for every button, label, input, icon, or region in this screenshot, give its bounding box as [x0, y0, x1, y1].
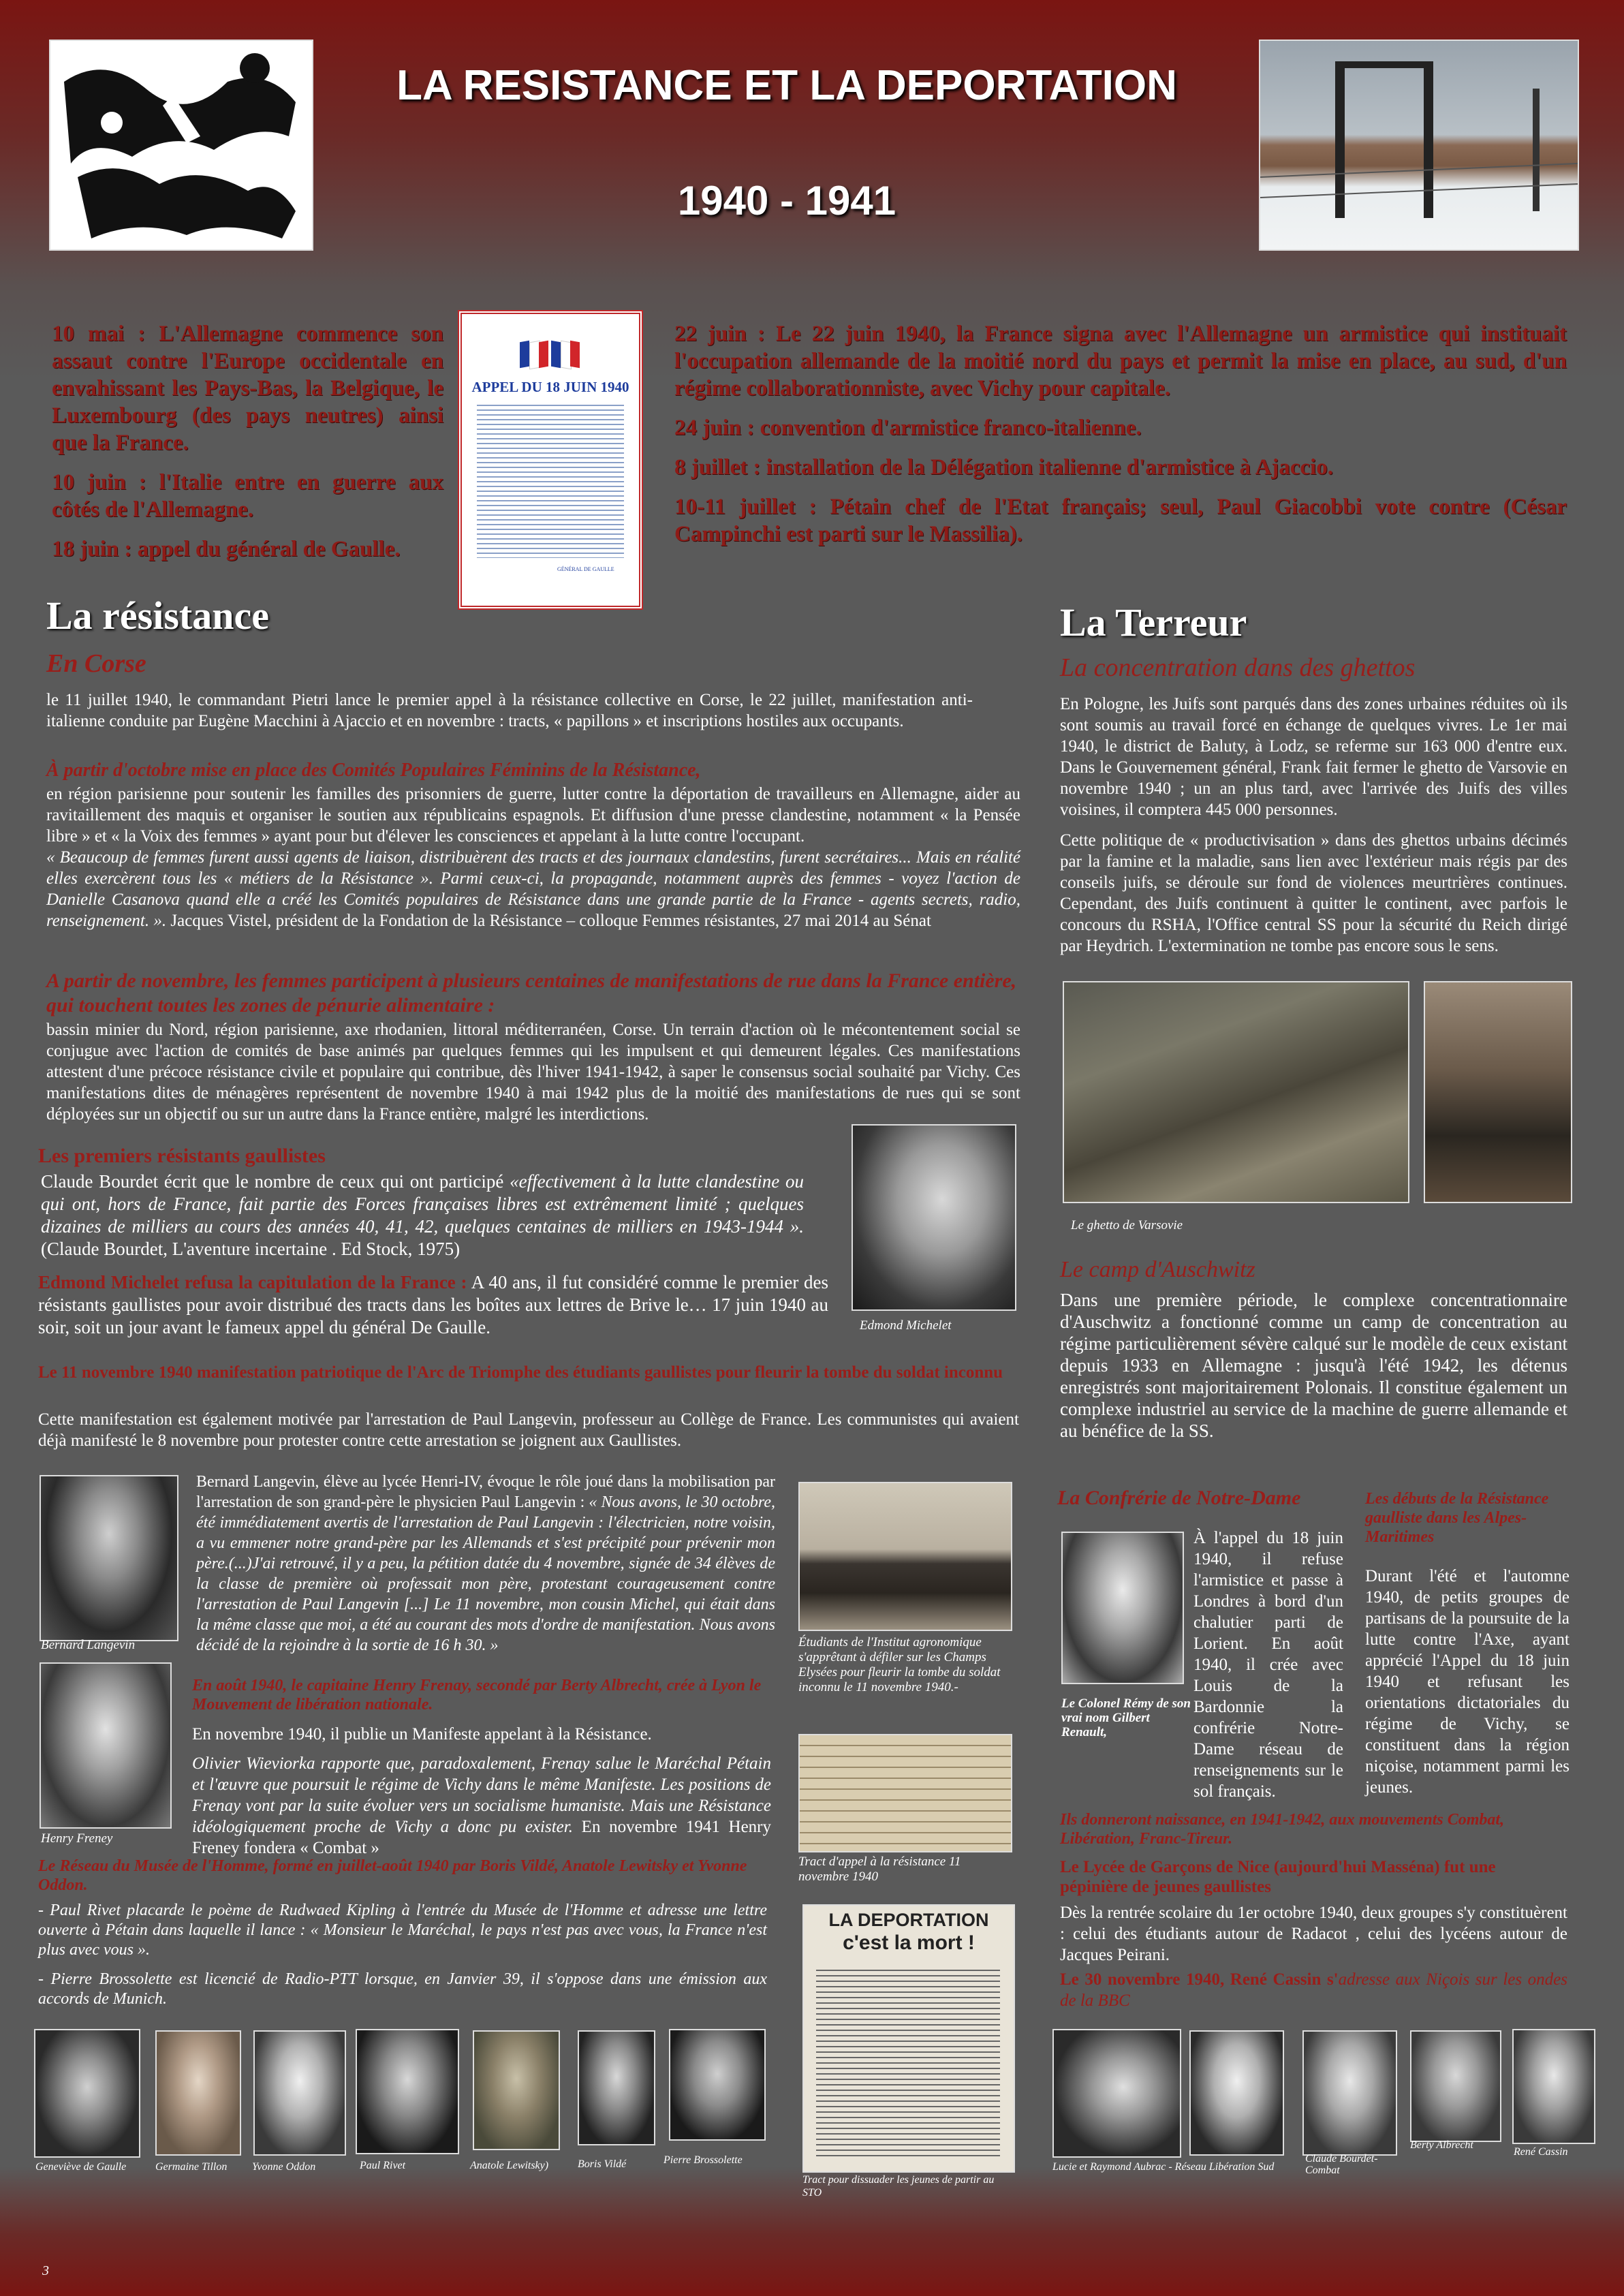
portrait-caption: Berty Albrecht [1410, 2139, 1473, 2151]
deportation-caption: Tract pour dissuader les jeunes de partir au STO [802, 2174, 995, 2199]
flags-icon [520, 341, 581, 369]
portrait-lucie-aubrac [1052, 2029, 1181, 2158]
ghettos-paragraph: En Pologne, les Juifs sont parqués dans des zones urbaines réduites où ils sont soumis au travail forcé en échange de quelques vivres. Le 1er mai 1940, le district de Baluty, à Lodz, se referme sur 163 000 d'entre eux. Dans le Gouvernement général, Frank fait fermer le ghetto de Varsovie en novembre 1940 ; un an plus tard, avec l'arrivée des Juifs des villes voisines, il comptera 445 000 personnes. [1060, 695, 1567, 819]
portrait-raymond-aubrac [1189, 2030, 1284, 2156]
portrait-anatole-lewitsky [473, 2030, 560, 2150]
portrait-pierre-brossolette [669, 2029, 766, 2141]
octobre-block [46, 784, 1020, 931]
timeline-item: 10 juin : l'Italie entre en guerre aux côtés de l'Allemagne. [52, 470, 443, 522]
gaullistes-text: Claude Bourdet écrit que le nombre de ceux qui ont participé [41, 1171, 504, 1192]
portrait-caption: Pierre Brossolette [663, 2154, 743, 2166]
bernard-langevin-photo [40, 1475, 178, 1641]
tract-caption: Tract d'appel à la résistance 11 novembre 1940 [798, 1855, 961, 1884]
frenay-quote: Olivier Wieviorka rapporte que, paradoxalement, Frenay salue le Maréchal Pétain et l'œuvre que poursuit le régime de Vichy dans le même Manifeste. Les positions de Frenay vont par la suite évoluer vers un socialisme humaniste. Mais une Résistance idéologiquement proche de Vichy a donc pu exister. [192, 1754, 771, 1836]
timeline-left [52, 320, 443, 575]
octobre-source: Jacques Vistel, président de la Fondation de la Résistance – colloque Femmes résistantes, 27 mai 2014 au Sénat [170, 912, 931, 930]
auschwitz-text: Dans une première période, le complexe concentrationnaire d'Auschwitz a fonctionné comme un camp de concentration au régime particulièrement sévère calqué sur le modèle de ceux existant depuis 1933 en Allemagne : jusqu'à l'été 1942, les détenus enregistrés sont majoritairement Polonais. Il constitue également un complexe industriel au service de la machine de guerre allemande et au bénéfice de la SS. [1060, 1290, 1567, 1441]
portrait-caption: Paul Rivet [360, 2160, 406, 2171]
portrait-caption: Germaine Tillon [155, 2161, 228, 2173]
cassin-bold: Le 30 novembre 1940, René Cassin s' [1060, 1970, 1339, 1989]
langevin-block [196, 1472, 775, 1656]
portrait-caption: Geneviève de Gaulle [35, 2161, 127, 2173]
etudiants-photo [798, 1482, 1012, 1631]
timeline-right [674, 320, 1567, 560]
musee-block [38, 1901, 767, 2019]
corse-text: le 11 juillet 1940, le commandant Pietri lance le premier appel à la résistance collective en Corse, le 22 juillet, manifestation anti-italienne conduite par Eugène Macchini à Ajaccio et en novembre : tracts, « papillons » et inscriptions hostiles aux occupants. [46, 691, 973, 730]
deportation-subtitle: c'est la mort ! [843, 1932, 975, 1954]
ghetto-varsovie-photo [1063, 981, 1409, 1203]
gaullistes-block [41, 1170, 804, 1260]
etudiants-caption: Étudiants de l'Institut agronomique s'apprêtant à défiler sur les Champs Elysées pour fleurir la tombe du soldat inconnu le 11 novembre 1940.- [798, 1635, 1001, 1694]
cassin-block [1060, 1969, 1567, 2011]
corse-heading: En Corse [46, 649, 146, 678]
timeline-item: 22 juin : Le 22 juin 1940, la France signa avec l'Allemagne un armistice qui instituait l'occupation allemande de la moitié nord du pays et permit la mise en place, au sud, d'un régime collaborationniste, avec Vichy pour capitale. [674, 322, 1567, 401]
poster-signature: GÉNÉRAL DE GAULLE [557, 566, 614, 572]
lycee-heading: Le Lycée de Garçons de Nice (aujourd'hui Masséna) fut une pépinière de jeunes gaullistes [1060, 1858, 1496, 1896]
musee-paragraph: - Paul Rivet placarde le poème de Rudwaed Kipling à l'entrée du Musée de l'Homme et adresse une lettre ouverte à Pétain dans laquelle il lance : « Monsieur le Maréchal, le pays n'est pas avec vous, la France n'est plus avec vous ». [38, 1902, 767, 1959]
ghettos-heading: La concentration dans des ghettos [1060, 653, 1416, 682]
frenay-block [192, 1676, 771, 1859]
frenay-heading: En août 1940, le capitaine Henry Frenay, secondé par Berty Albrecht, crée à Lyon le Mouvement de libération nationale. [192, 1677, 762, 1713]
poster-title: APPEL DU 18 JUIN 1940 [471, 379, 629, 395]
portrait-caption: Anatole Lewitsky) [470, 2160, 549, 2171]
portrait-paul-rivet [356, 2029, 459, 2154]
confrerie-text: À l'appel du 18 juin 1940, il refuse l'armistice et passe à Londres à bord d'un chalutier parti de Lorient. En août 1940, il crée avec Louis de la Bardonnie la confrérie Notre-Dame réseau de renseignements sur le sol français. [1193, 1529, 1343, 1801]
ghettos-block [1060, 694, 1567, 966]
portrait-genevieve-de-gaulle [34, 2029, 140, 2158]
alpes-heading: Les débuts de la Résistance gaulliste dans les Alpes-Maritimes [1365, 1490, 1549, 1546]
cassin-rest: adresse aux Niçois sur les ondes de la BBC [1060, 1970, 1567, 2010]
appel-18-juin-poster [458, 310, 643, 610]
langevin-caption: Bernard Langevin [41, 1638, 136, 1652]
frenay-text: En novembre 1940, il publie un Manifeste appelant à la Résistance. [192, 1725, 652, 1743]
edmond-michelet-photo [852, 1124, 1016, 1311]
deportation-body-lines [816, 1966, 1000, 2156]
confrerie-heading: La Confrérie de Notre-Dame [1057, 1487, 1301, 1509]
timeline-item: 18 juin : appel du général de Gaulle. [52, 537, 401, 561]
portrait-boris-vilde [578, 2030, 655, 2145]
henry-frenay-photo [40, 1662, 172, 1829]
gaullistes-source: (Claude Bourdet, L'aventure incertaine . Ed Stock, 1975) [41, 1239, 460, 1259]
ghetto-people-photo [1424, 981, 1572, 1203]
portrait-yvonne-oddon [253, 2030, 346, 2156]
langevin-intro: Bernard Langevin, élève au lycée Henri-IV, évoque le rôle joué dans la mobilisation par l'arrestation de son grand-père le physicien Paul Langevin : [196, 1473, 775, 1511]
remy-caption: Le Colonel Rémy de son vrai nom Gilbert Renault, [1061, 1696, 1191, 1739]
auschwitz-heading: Le camp d'Auschwitz [1060, 1257, 1255, 1282]
colonel-remy-photo [1061, 1532, 1184, 1684]
michelet-heading: Edmond Michelet refusa la capitulation de la France : [38, 1272, 467, 1292]
arc-text: Cette manifestation est également motivée par l'arrestation de Paul Langevin, professeur au Collège de France. Les communistes qui avaient déjà manifesté le 8 novembre pour protester contre cette arrestation se joignent aux Gaullistes. [38, 1410, 1019, 1450]
gaullistes-heading: Les premiers résistants gaullistes [38, 1145, 326, 1167]
octobre-heading: À partir d'octobre mise en place des Comités Populaires Féminins de la Résistance, [46, 760, 701, 781]
tract-photo [798, 1734, 1012, 1852]
ghetto-caption: Le ghetto de Varsovie [1071, 1218, 1183, 1232]
timeline-item: 8 juillet : installation de la Délégation italienne d'armistice à Ajaccio. [674, 455, 1333, 480]
frenay-end: En novembre 1941 Henry Freney fondera « Combat » [192, 1818, 772, 1857]
michelet-caption: Edmond Michelet [860, 1318, 952, 1333]
novembre-text: bassin minier du Nord, région parisienne, axe rhodanien, littoral méditerranéen, Corse. Un terrain d'action où le mécontentement social se conjugue avec l'action de comités de base animés par quelques femmes qui les impulsent et qui demeurent légales. Ces manifestations attestent d'une précoce résistance civile et populaire qui contribue, dès l'hiver 1941-1942, à saper le consensus social souhaité par Vichy. Ces manifestations dites de ménagères représentent de novembre 1940 à mai 1942 plus de la moitié des manifestations de rues qui se sont déployées sur un objectif ou sur un autre dans la France entière, malgré les interdictions. [46, 1021, 1020, 1123]
poster-body-lines [477, 401, 624, 558]
lycee-text: Dès la rentrée scolaire du 1er octobre 1940, deux groupes s'y constituèrent : celui des étudiants autour de Radacot , celui des lycéens autour de Jacques Peirani. [1060, 1904, 1567, 1964]
page-title: LA RESISTANCE ET LA DEPORTATION [396, 62, 1177, 109]
portrait-caption: Claude Bourdet- Combat [1305, 2153, 1378, 2176]
michelet-text: A 40 ans, il fut considéré comme le premier des résistants gaullistes pour avoir distribué des tracts dans les boîtes aux lettres de Brive le… 17 juin 1940 au soir, soit un jour avant le fameux appel du général De Gaulle. [38, 1272, 828, 1337]
alpes-text: Durant l'été et l'automne 1940, de petits groupes de partisans de la poursuite de la lutte contre l'Axe, ayant apprécié l'Appel du 18 juin 1940 et refusant les orientations dictatoriales du régime de Vichy, se constituent dans la région niçoise, notamment parmi les jeunes. [1365, 1567, 1570, 1797]
portrait-berty-albrecht [1410, 2030, 1501, 2142]
portrait-caption: Yvonne Oddon [252, 2161, 316, 2173]
timeline-item: 24 juin : convention d'armistice franco-italienne. [674, 416, 1142, 440]
arc-heading: Le 11 novembre 1940 manifestation patriotique de l'Arc de Triomphe des étudiants gaullistes pour fleurir la tombe du soldat inconnu [38, 1363, 1003, 1382]
portrait-caption: Lucie et Raymond Aubrac - Réseau Libération Sud [1052, 2161, 1275, 2173]
auschwitz-gate-image [1259, 40, 1579, 251]
musee-paragraph: - Pierre Brossolette est licencié de Radio-PTT lorsque, en Janvier 39, il s'oppose dans une émission aux accords de Munich. [38, 1970, 767, 2008]
frenay-caption: Henry Freney [41, 1831, 113, 1846]
gaullistes-quote: «effectivement à la lutte clandestine ou qui ont, hors de France, fait partie des Forces françaises libres est extrêmement limité ; quelques dizaines de milliers au cours des années 40, 41, 42, quelques centaines de milliers en 1943-1944 ». [41, 1171, 805, 1237]
portrait-claude-bourdet [1302, 2030, 1397, 2156]
page-years: 1940 - 1941 [677, 178, 896, 223]
portrait-caption: Boris Vildé [578, 2158, 627, 2170]
octobre-quote: « Beaucoup de femmes furent aussi agents de liaison, distribuèrent des tracts et des journaux clandestins, furent secrétaires... Mais en réalité elles exercèrent tous les « métiers de la Résistance ». Parmi ceux-ci, la propagande, notamment auprès des femmes - voyez l'action de Danielle Casanova quand elle a créé les Comités populaires de Résistance dans une grande partie de la France - agents secrets, radio, renseignement. ». [46, 848, 1020, 930]
portrait-caption: René Cassin [1514, 2146, 1568, 2158]
novembre-heading: A partir de novembre, les femmes participent à plusieurs centaines de manifestations de rue dans la France entière, qui touchent toutes les zones de pénurie alimentaire : [46, 969, 1017, 1017]
portrait-rene-cassin [1512, 2029, 1595, 2144]
langevin-quote: « Nous avons, le 30 octobre, été immédiatement avertis de l'arrestation de Paul Langevin : l'électricien, notre voisin, a vu emmener notre grand-père par les Allemands et s'est précipité pour prévenir mon père.(...)J'ai retrouvé, il y a peu, la pétition datée du 4 novembre, signée de 34 élèves de la classe de première où professait mon père, protestant courageusement contre l'arrestation de Paul Langevin [...] Le 11 novembre, mon cousin Michel, qui était dans la même classe que moi, a été au courant des mots d'ordre de manifestation. Nous avons décidé de la rejoindre à la sortie de 16 h 30. » [196, 1493, 775, 1654]
deportation-tract [802, 1904, 1015, 2173]
resistance-heading: La résistance [46, 593, 269, 638]
mouvements-text: Ils donneront naissance, en 1941-1942, aux mouvements Combat, Libération, Franc-Tireur. [1060, 1811, 1505, 1848]
page-number: 3 [42, 2263, 49, 2278]
michelet-block [38, 1271, 828, 1339]
deportation-title: LA DEPORTATION [828, 1910, 989, 1930]
ghettos-paragraph: Cette politique de « productivisation » dans des ghettos urbains décimés par la famine et la maladie, sans lien avec l'extérieur mais régis par des conseils juifs, se déroule sur fond de violences meurtrières continues. Cependant, des Juifs continuent à quitter le continent, avec parfois le concours du RSHA, l'Office central SS pour la sécurité du Reich dirigé par Heydrich. L'extermination ne tombe pas encore sous le sens. [1060, 831, 1567, 955]
timeline-item: 10-11 juillet : Pétain chef de l'Etat français; seul, Paul Giacobbi vote contre (César Campinchi est parti sur le Massilia). [674, 495, 1567, 546]
musee-heading: Le Réseau du Musée de l'Homme, formé en juillet-août 1940 par Boris Vildé, Anatole Lewitsky et Yvonne Oddon. [38, 1857, 747, 1894]
portrait-germaine-tillon [155, 2030, 241, 2156]
timeline-item: 10 mai : L'Allemagne commence son assaut contre l'Europe occidentale en envahissant les Pays-Bas, la Belgique, le Luxembourg (des pays neutres) ainsi que la France. [52, 322, 443, 455]
terreur-heading: La Terreur [1060, 600, 1247, 645]
octobre-text: en région parisienne pour soutenir les familles des prisonniers de guerre, lutter contre la déportation de travailleurs en Allemagne, aider au ravitaillement des maquis et organiser le soutien aux républicains espagnols. Et diffusion d'une presse clandestine, notamment « la Pensée libre » et « la Voix des femmes » ayant pour but d'élever les consciences et appelant à la lutte contre l'occupant. [46, 785, 1020, 846]
